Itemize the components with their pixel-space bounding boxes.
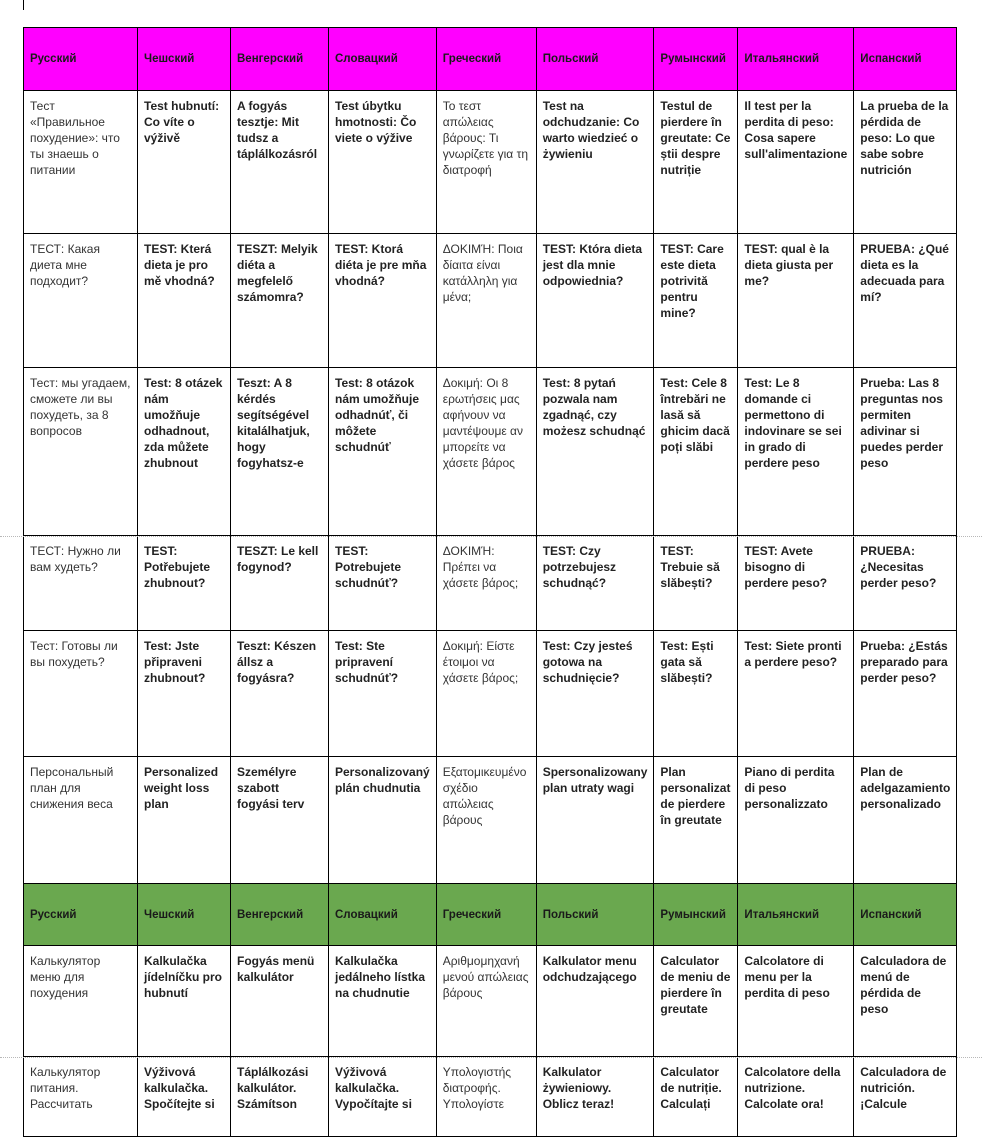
cell-slovak[interactable]: Výživová kalkulačka. Vypočítajte si (329, 1057, 437, 1137)
cell-romanian[interactable]: Test: Cele 8 întrebări ne lasă să ghicim dacă poți slăbi (654, 368, 738, 536)
cell-italian[interactable]: TEST: qual è la dieta giusta per me? (738, 234, 854, 368)
cell-polish[interactable]: Spersonalizowany plan utraty wagi (536, 757, 654, 884)
cell-italian[interactable]: Test: Siete pronti a perdere peso? (738, 631, 854, 757)
table-row (24, 946, 957, 1057)
header-cell-greek: Греческий (436, 28, 536, 91)
cell-russian[interactable]: Калькулятор питания. Рассчитать (24, 1057, 138, 1137)
cell-czech[interactable]: Test: Jste připraveni zhubnout? (138, 631, 231, 757)
header-cell-russian: Русский (24, 28, 138, 91)
page-break-line (0, 1057, 982, 1058)
cell-slovak[interactable]: TEST: Potrebujete schudnúť? (329, 536, 437, 631)
header-cell-spanish: Испанский (854, 884, 957, 946)
header-row-magenta (24, 28, 957, 91)
cell-greek[interactable]: Εξατομικευμένο σχέδιο απώλειας βάρους (436, 757, 536, 884)
cell-czech[interactable]: TEST: Která dieta je pro mě vhodná? (138, 234, 231, 368)
header-cell-romanian: Румынский (654, 884, 738, 946)
header-cell-slovak: Словацкий (329, 884, 437, 946)
header-cell-hungarian: Венгерский (231, 884, 329, 946)
header-cell-czech: Чешский (138, 884, 231, 946)
cell-czech[interactable]: Personalized weight loss plan (138, 757, 231, 884)
cell-romanian[interactable]: Testul de pierdere în greutate: Ce știi despre nutriție (654, 91, 738, 234)
cell-slovak[interactable]: Test: 8 otázok nám umožňuje odhadnúť, či môžete schudnúť (329, 368, 437, 536)
cell-hungarian[interactable]: Teszt: Készen állsz a fogyásra? (231, 631, 329, 757)
table-row (24, 91, 957, 234)
cell-hungarian[interactable]: Teszt: A 8 kérdés segítségével kitalálhatjuk, hogy fogyhatsz-e (231, 368, 329, 536)
cell-spanish[interactable]: Calculadora de menú de pérdida de peso (854, 946, 957, 1057)
cell-polish[interactable]: Kalkulator żywieniowy. Oblicz teraz! (536, 1057, 654, 1137)
cell-spanish[interactable]: Prueba: Las 8 preguntas nos permiten adivinar si puedes perder peso (854, 368, 957, 536)
cell-russian[interactable]: ТЕСТ: Нужно ли вам худеть? (24, 536, 138, 631)
table-row (24, 631, 957, 757)
cell-spanish[interactable]: Plan de adelgazamiento personalizado (854, 757, 957, 884)
cell-polish[interactable]: TEST: Czy potrzebujesz schudnąć? (536, 536, 654, 631)
text-cursor (23, 0, 24, 10)
header-cell-polish: Польский (536, 884, 654, 946)
table-row (24, 234, 957, 368)
cell-czech[interactable]: Výživová kalkulačka. Spočítejte si (138, 1057, 231, 1137)
cell-greek[interactable]: Δοκιμή: Οι 8 ερωτήσεις μας αφήνουν να μαντέψουμε αν μπορείτε να χάσετε βάρος (436, 368, 536, 536)
table-row (24, 536, 957, 631)
cell-hungarian[interactable]: TESZT: Le kell fogynod? (231, 536, 329, 631)
header-cell-czech: Чешский (138, 28, 231, 91)
cell-czech[interactable]: Test hubnutí: Co víte o výživě (138, 91, 231, 234)
cell-greek[interactable]: ΔΟΚΙΜΉ: Πρέπει να χάσετε βάρος; (436, 536, 536, 631)
cell-russian[interactable]: Тест: мы угадаем, сможете ли вы похудеть, за 8 вопросов (24, 368, 138, 536)
cell-italian[interactable]: Calcolatore di menu per la perdita di peso (738, 946, 854, 1057)
cell-italian[interactable]: TEST: Avete bisogno di perdere peso? (738, 536, 854, 631)
cell-italian[interactable]: Il test per la perdita di peso: Cosa sapere sull'alimentazione (738, 91, 854, 234)
cell-hungarian[interactable]: TESZT: Melyik diéta a megfelelő számomra? (231, 234, 329, 368)
cell-greek[interactable]: Δοκιμή: Είστε έτοιμοι να χάσετε βάρος; (436, 631, 536, 757)
cell-slovak[interactable]: Test úbytku hmotnosti: Čo viete o výžive (329, 91, 437, 234)
cell-czech[interactable]: Test: 8 otázek nám umožňuje odhadnout, zda můžete zhubnout (138, 368, 231, 536)
cell-romanian[interactable]: Calculator de meniu de pierdere în greutate (654, 946, 738, 1057)
header-cell-slovak: Словацкий (329, 28, 437, 91)
table-row (24, 757, 957, 884)
header-row-green (24, 884, 957, 946)
header-cell-greek: Греческий (436, 884, 536, 946)
cell-italian[interactable]: Calcolatore della nutrizione. Calcolate ora! (738, 1057, 854, 1137)
header-cell-polish: Польский (536, 28, 654, 91)
cell-romanian[interactable]: TEST: Care este dieta potrivită pentru mine? (654, 234, 738, 368)
cell-spanish[interactable]: PRUEBA: ¿Qué dieta es la adecuada para mí? (854, 234, 957, 368)
cell-polish[interactable]: Test: Czy jesteś gotowa na schudnięcie? (536, 631, 654, 757)
cell-polish[interactable]: Test na odchudzanie: Co warto wiedzieć o żywieniu (536, 91, 654, 234)
table-row (24, 1057, 957, 1137)
cell-italian[interactable]: Test: Le 8 domande ci permettono di indovinare se sei in grado di perdere peso (738, 368, 854, 536)
cell-czech[interactable]: Kalkulačka jídelníčku pro hubnutí (138, 946, 231, 1057)
cell-italian[interactable]: Piano di perdita di peso personalizzato (738, 757, 854, 884)
table-row (24, 368, 957, 536)
header-cell-spanish: Испанский (854, 28, 957, 91)
cell-hungarian[interactable]: Személyre szabott fogyási terv (231, 757, 329, 884)
cell-hungarian[interactable]: A fogyás tesztje: Mit tudsz a táplálkozásról (231, 91, 329, 234)
translation-table (23, 27, 957, 1137)
cell-russian[interactable]: Тест: Готовы ли вы похудеть? (24, 631, 138, 757)
cell-slovak[interactable]: Personalizovaný plán chudnutia (329, 757, 437, 884)
cell-slovak[interactable]: TEST: Ktorá diéta je pre mňa vhodná? (329, 234, 437, 368)
cell-slovak[interactable]: Kalkulačka jedálneho lístka na chudnutie (329, 946, 437, 1057)
cell-russian[interactable]: ТЕСТ: Какая диета мне подходит? (24, 234, 138, 368)
cell-romanian[interactable]: TEST: Trebuie să slăbești? (654, 536, 738, 631)
header-cell-italian: Итальянский (738, 28, 854, 91)
cell-polish[interactable]: Kalkulator menu odchudzającego (536, 946, 654, 1057)
cell-hungarian[interactable]: Táplálkozási kalkulátor. Számítson (231, 1057, 329, 1137)
cell-spanish[interactable]: PRUEBA: ¿Necesitas perder peso? (854, 536, 957, 631)
cell-polish[interactable]: TEST: Która dieta jest dla mnie odpowiednia? (536, 234, 654, 368)
cell-slovak[interactable]: Test: Ste pripravení schudnúť? (329, 631, 437, 757)
cell-russian[interactable]: Калькулятор меню для похудения (24, 946, 138, 1057)
cell-polish[interactable]: Test: 8 pytań pozwala nam zgadnąć, czy możesz schudnąć (536, 368, 654, 536)
cell-spanish[interactable]: La prueba de la pérdida de peso: Lo que sabe sobre nutrición (854, 91, 957, 234)
cell-romanian[interactable]: Plan personalizat de pierdere în greutate (654, 757, 738, 884)
cell-russian[interactable]: Тест «Правильное похудение»: что ты знаешь о питании (24, 91, 138, 234)
cell-hungarian[interactable]: Fogyás menü kalkulátor (231, 946, 329, 1057)
page-break-line (0, 536, 982, 537)
cell-greek[interactable]: Αριθμομηχανή μενού απώλειας βάρους (436, 946, 536, 1057)
header-cell-romanian: Румынский (654, 28, 738, 91)
header-cell-italian: Итальянский (738, 884, 854, 946)
cell-greek[interactable]: Το τεστ απώλειας βάρους: Τι γνωρίζετε για τη διατροφή (436, 91, 536, 234)
header-cell-russian: Русский (24, 884, 138, 946)
cell-spanish[interactable]: Prueba: ¿Estás preparado para perder peso? (854, 631, 957, 757)
cell-greek[interactable]: ΔΟΚΙΜΉ: Ποια δίαιτα είναι κατάλληλη για μένα; (436, 234, 536, 368)
header-cell-hungarian: Венгерский (231, 28, 329, 91)
cell-spanish[interactable]: Calculadora de nutrición. ¡Calcule (854, 1057, 957, 1137)
cell-czech[interactable]: TEST: Potřebujete zhubnout? (138, 536, 231, 631)
cell-greek[interactable]: Υπολογιστής διατροφής. Υπολογίστε (436, 1057, 536, 1137)
cell-romanian[interactable]: Calculator de nutriție. Calculați (654, 1057, 738, 1137)
cell-russian[interactable]: Персональный план для снижения веса (24, 757, 138, 884)
cell-romanian[interactable]: Test: Ești gata să slăbești? (654, 631, 738, 757)
